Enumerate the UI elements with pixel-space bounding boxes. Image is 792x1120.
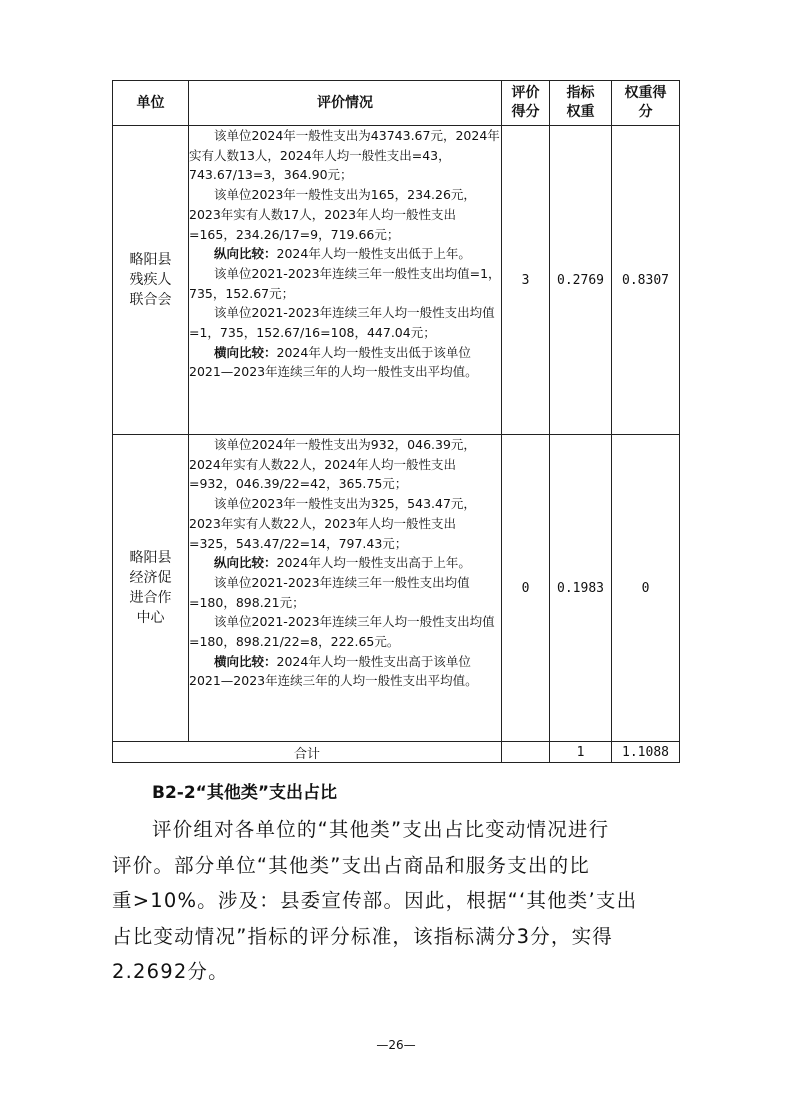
weight-cell: 0.2769: [550, 126, 612, 435]
unit-cell: 略阳县 残疾人 联合会: [113, 126, 189, 435]
total-weight: 1: [550, 742, 612, 763]
section-paragraph: [112, 812, 680, 990]
table-header-row: [113, 81, 680, 126]
header-weight: 指标 权重: [550, 81, 612, 126]
total-row: [113, 742, 680, 763]
weighted-score-cell: 0: [612, 435, 680, 742]
section-heading: B2-2“其他类”支出占比: [152, 783, 338, 803]
header-score: 评价 得分: [502, 81, 550, 126]
score-cell: 0: [502, 435, 550, 742]
evaluation-cell: 该单位2024年一般性支出为932，046.39元，2024年实有人数22人，2024年人均一般性支出=932，046.39/22=42，365.75元； 该单位2023年一般性支出为325，543.47元，2023年实有人数22人，2023年人均一般性支出=325，543.47/22=14，797.43元； 纵向比较：2024年人均一般性支出高于上年。 该单位2021-2023年连续三年一般性支出均值=180，898.21元； 该单位2021-2023年连续三年人均一般性支出均值=180，898.21/22=8，222.65元。 横向比较：2024年人均一般性支出高于该单位2021—2023年连续三年的人均一般性支出平均值。: [189, 435, 502, 742]
paragraph-line: 评价。部分单位“其他类”支出占商品和服务支出的比: [112, 853, 591, 877]
paragraph-line: 评价组对各单位的“其他类”支出占比变动情况进行: [152, 818, 610, 841]
total-weighted-score: 1.1088: [612, 742, 680, 763]
header-evaluation: 评价情况: [189, 81, 502, 126]
total-score-cell: [502, 742, 550, 763]
paragraph-line: 占比变动情况”指标的评分标准，该指标满分3分，实得: [112, 924, 614, 948]
score-cell: 3: [502, 126, 550, 435]
paragraph-line: 重>10%。涉及：县委宣传部。因此，根据“‘其他类’支出: [112, 889, 638, 912]
header-unit: 单位: [113, 81, 189, 126]
weight-cell: 0.1983: [550, 435, 612, 742]
table-row: [113, 126, 680, 435]
page-number: —26—: [376, 1038, 416, 1052]
table-row: [113, 435, 680, 742]
unit-cell: 略阳县 经济促 进合作 中心: [113, 435, 189, 742]
total-label: 合计: [113, 742, 502, 763]
evaluation-table: [112, 80, 680, 763]
paragraph-line: 2.2692分。: [112, 960, 229, 983]
header-weighted-score: 权重得 分: [612, 81, 680, 126]
evaluation-cell: 该单位2024年一般性支出为43743.67元，2024年实有人数13人，2024年人均一般性支出=43，743.67/13=3，364.90元； 该单位2023年一般性支出为165，234.26元，2023年实有人数17人，2023年人均一般性支出=165，234.26/17=9，719.66元； 纵向比较：2024年人均一般性支出低于上年。 该单位2021-2023年连续三年一般性支出均值=1，735，152.67元； 该单位2021-2023年连续三年人均一般性支出均值=1，735，152.67/16=108，447.04元； 横向比较：2024年人均一般性支出低于该单位2021—2023年连续三年的人均一般性支出平均值。: [189, 126, 502, 435]
weighted-score-cell: 0.8307: [612, 126, 680, 435]
